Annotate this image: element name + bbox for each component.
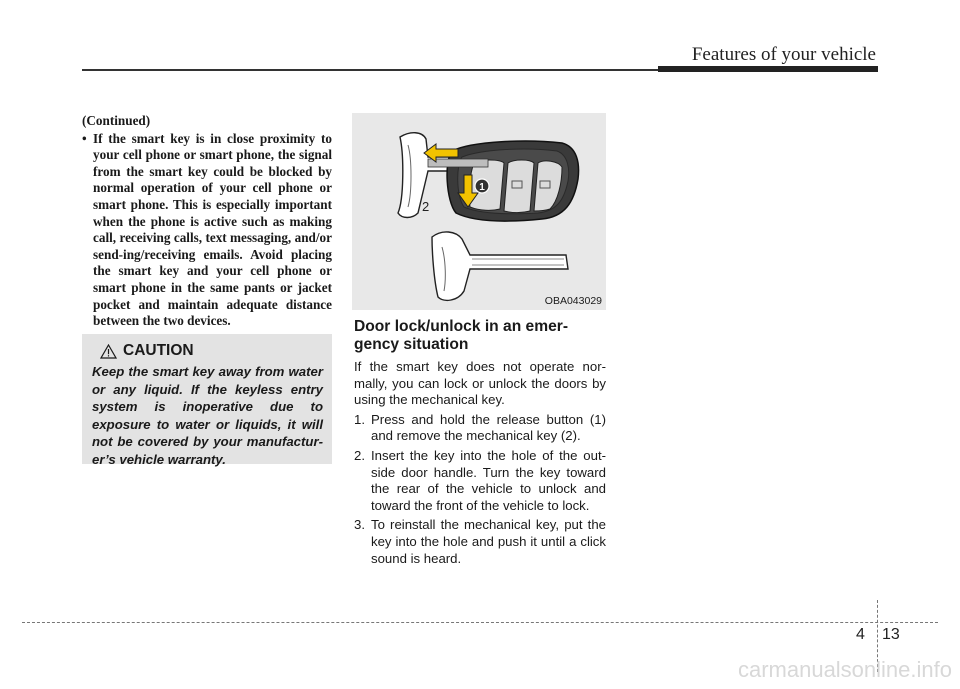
step-number: 1.	[354, 411, 365, 427]
step-text: To reinstall the mechanical key, put the key into the hole and push it until a click sound is heard.	[371, 517, 606, 566]
warning-triangle-icon	[100, 344, 117, 359]
figure-labels	[352, 113, 606, 310]
middle-column	[354, 318, 606, 570]
figure-code: OBA043029	[544, 295, 602, 307]
page-header-title: Features of your vehicle	[691, 44, 876, 65]
callout-1-label: 1	[479, 182, 485, 193]
smart-key-figure	[352, 113, 606, 310]
step-number: 3.	[354, 517, 365, 533]
bullet-item	[82, 131, 332, 330]
left-column	[82, 113, 332, 330]
bullet-mark: •	[82, 130, 87, 146]
continued-label: (Continued)	[82, 113, 151, 128]
caution-text: Keep the smart key away from water or any liquid. If the keyless entry system is inoperative due to exposure to water or liquids, it will not be covered by your manufactur-er’s vehicle warranty.	[92, 364, 323, 467]
footer-rule	[22, 622, 938, 623]
watermark: carmanualsonline.info	[737, 657, 952, 682]
step-item	[354, 448, 606, 514]
step-text: Press and hold the release button (1) and remove the mechanical key (2).	[371, 411, 606, 444]
step-text: Insert the key into the hole of the out-side door handle. Turn the key toward the rear of the vehicle to unlock and toward the front of the vehicle to lock.	[371, 447, 606, 513]
section-intro: If the smart key does not operate nor-mally, you can lock or unlock the doors by using the mechanical key.	[354, 359, 606, 408]
caution-header	[100, 342, 323, 360]
step-item	[354, 412, 606, 445]
bullet-text: If the smart key is in close proximity to your cell phone or smart phone, the signal from the smart key could be blocked by normal operation of your cell phone or smart phone. This is especially important when the phone is active such as making call, receiving calls, text messaging, and/or send-ing/receiving emails. Avoid placing the smart key and your cell phone or smart phone in the same pants or jacket pocket and maintain adequate distance between the two devices.	[93, 130, 332, 329]
page-number: 13	[882, 626, 900, 643]
caution-title: CAUTION	[123, 342, 194, 359]
caution-box	[82, 334, 332, 467]
header-rule-accent	[658, 66, 878, 72]
callout-2-label: 2	[422, 199, 430, 214]
chapter-number: 4	[856, 626, 865, 643]
section-title: Door lock/unlock in an emer-gency situation	[354, 318, 569, 353]
step-number: 2.	[354, 447, 365, 463]
step-item	[354, 517, 606, 567]
